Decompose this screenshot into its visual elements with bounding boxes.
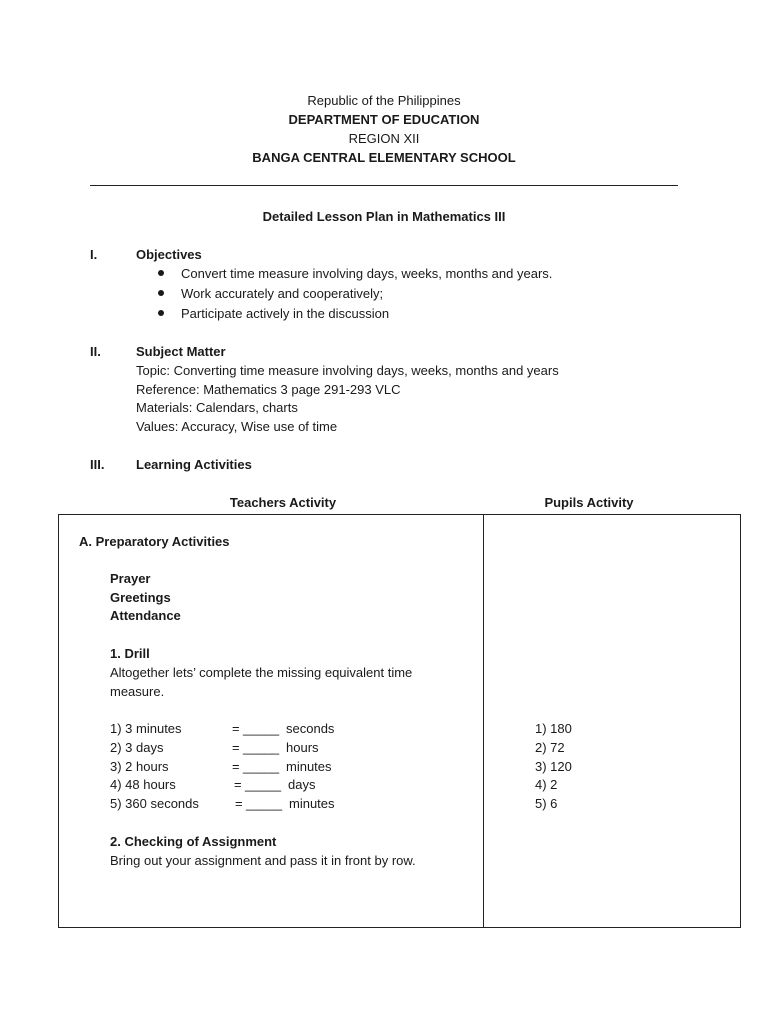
objectives-list xyxy=(136,264,552,324)
section-subject-title: Subject Matter xyxy=(136,344,226,359)
table-header-pupils: Pupils Activity xyxy=(544,495,634,510)
subject-reference: Reference: Mathematics 3 page 291-293 VLC xyxy=(136,382,401,397)
header-region: REGION XII xyxy=(348,131,420,146)
header-department: DEPARTMENT OF EDUCATION xyxy=(288,112,480,127)
pupil-answer: 1) 180 xyxy=(535,721,572,736)
section-objectives-title: Objectives xyxy=(136,247,202,262)
checking-text: Bring out your assignment and pass it in front by row. xyxy=(110,853,416,868)
bullet-icon xyxy=(158,290,164,296)
preparatory-greetings: Greetings xyxy=(110,590,171,605)
table-header-teacher: Teachers Activity xyxy=(229,495,337,510)
checking-title: 2. Checking of Assignment xyxy=(110,834,277,849)
section-learning-title: Learning Activities xyxy=(136,457,252,472)
preparatory-title: A. Preparatory Activities xyxy=(79,534,230,549)
pupil-answer: 5) 6 xyxy=(535,796,558,811)
drill-instruction: Altogether lets’ complete the missing equivalent time xyxy=(110,665,413,680)
objective-item: Work accurately and cooperatively; xyxy=(136,284,552,304)
header-divider xyxy=(90,185,678,186)
pupil-answer: 4) 2 xyxy=(535,777,558,792)
drill-title: 1. Drill xyxy=(110,646,150,661)
subject-materials: Materials: Calendars, charts xyxy=(136,400,298,415)
section-objectives-numeral: I. xyxy=(90,247,98,262)
bullet-icon xyxy=(158,310,164,316)
document-title: Detailed Lesson Plan in Mathematics III xyxy=(262,209,506,224)
drill-instruction-cont: measure. xyxy=(110,684,165,699)
subject-values: Values: Accuracy, Wise use of time xyxy=(136,419,338,434)
objective-item: Convert time measure involving days, weeks, months and years. xyxy=(136,264,552,284)
table-column-divider xyxy=(483,514,484,928)
pupil-answer: 2) 72 xyxy=(535,740,565,755)
bullet-icon xyxy=(158,270,164,276)
pupil-answer: 3) 120 xyxy=(535,759,572,774)
section-subject-numeral: II. xyxy=(90,344,101,359)
header-country: Republic of the Philippines xyxy=(307,93,461,108)
preparatory-attendance: Attendance xyxy=(110,608,181,623)
section-learning-numeral: III. xyxy=(90,457,105,472)
preparatory-prayer: Prayer xyxy=(110,571,151,586)
subject-topic: Topic: Converting time measure involving days, weeks, months and years xyxy=(136,363,559,378)
objective-item: Participate actively in the discussion xyxy=(136,304,552,324)
header-school: BANGA CENTRAL ELEMENTARY SCHOOL xyxy=(252,150,516,165)
